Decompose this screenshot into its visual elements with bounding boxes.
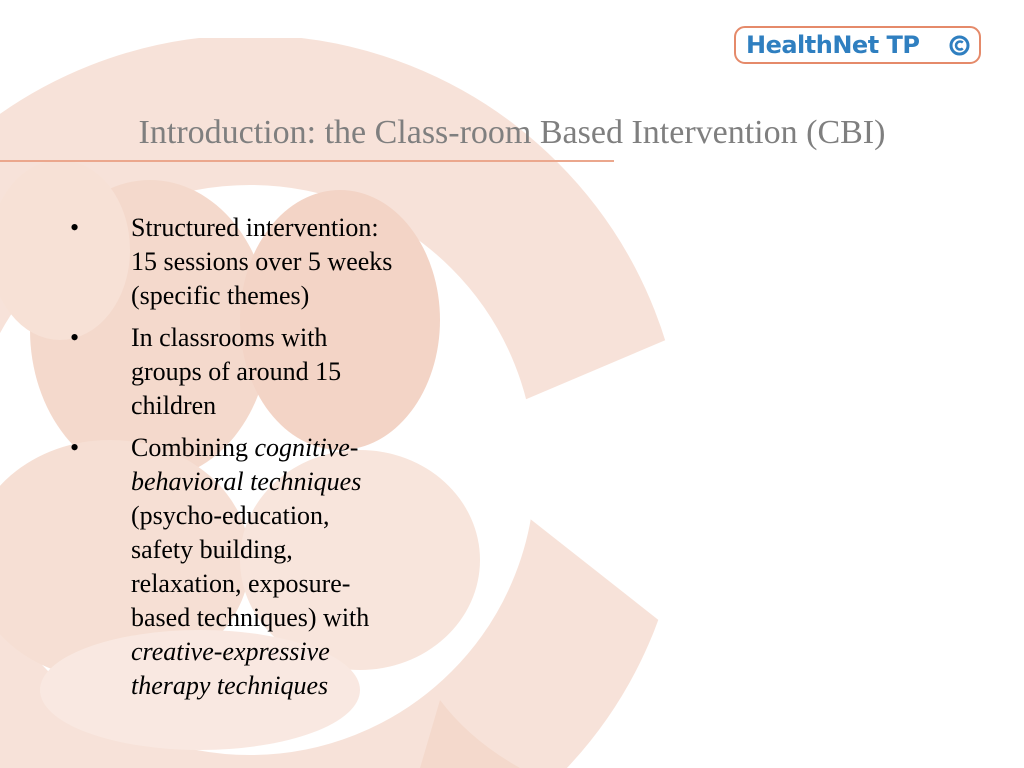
bullet-item: [70, 431, 490, 703]
copyright-circle-icon: [949, 35, 970, 56]
bullet-text-italic: cognitive-: [254, 433, 359, 462]
bullet-line: 15 sessions over 5 weeks: [131, 247, 393, 276]
bullet-symbol: •: [70, 213, 80, 242]
bullet-line: based techniques) with: [131, 603, 370, 632]
bullet-list: [70, 211, 490, 711]
bullet-symbol: •: [70, 323, 80, 352]
logo-text: HealthNet TP: [746, 31, 920, 59]
bullet-line-italic: behavioral techniques: [131, 467, 362, 496]
bullet-text-normal: Combining: [131, 433, 255, 462]
bullet-line: Structured intervention:: [131, 213, 379, 242]
bullet-line-italic: therapy techniques: [131, 671, 329, 700]
bullet-line: groups of around 15: [131, 357, 342, 386]
bullet-line-italic: creative-expressive: [131, 637, 330, 666]
bullet-item: [70, 321, 490, 423]
bullet-line: children: [131, 391, 217, 420]
healthnet-logo: [734, 26, 981, 64]
bullet-line: [131, 431, 490, 465]
bullet-line: In classrooms with: [131, 323, 328, 352]
bullet-symbol: •: [70, 433, 80, 462]
bullet-item: [70, 211, 490, 313]
bullet-line: (specific themes): [131, 281, 310, 310]
bullet-line: (psycho-education,: [131, 501, 330, 530]
title-divider: [0, 160, 614, 162]
slide-title: Introduction: the Class-room Based Intervention (CBI): [138, 114, 886, 151]
bullet-line: safety building,: [131, 535, 293, 564]
bullet-line: relaxation, exposure-: [131, 569, 351, 598]
